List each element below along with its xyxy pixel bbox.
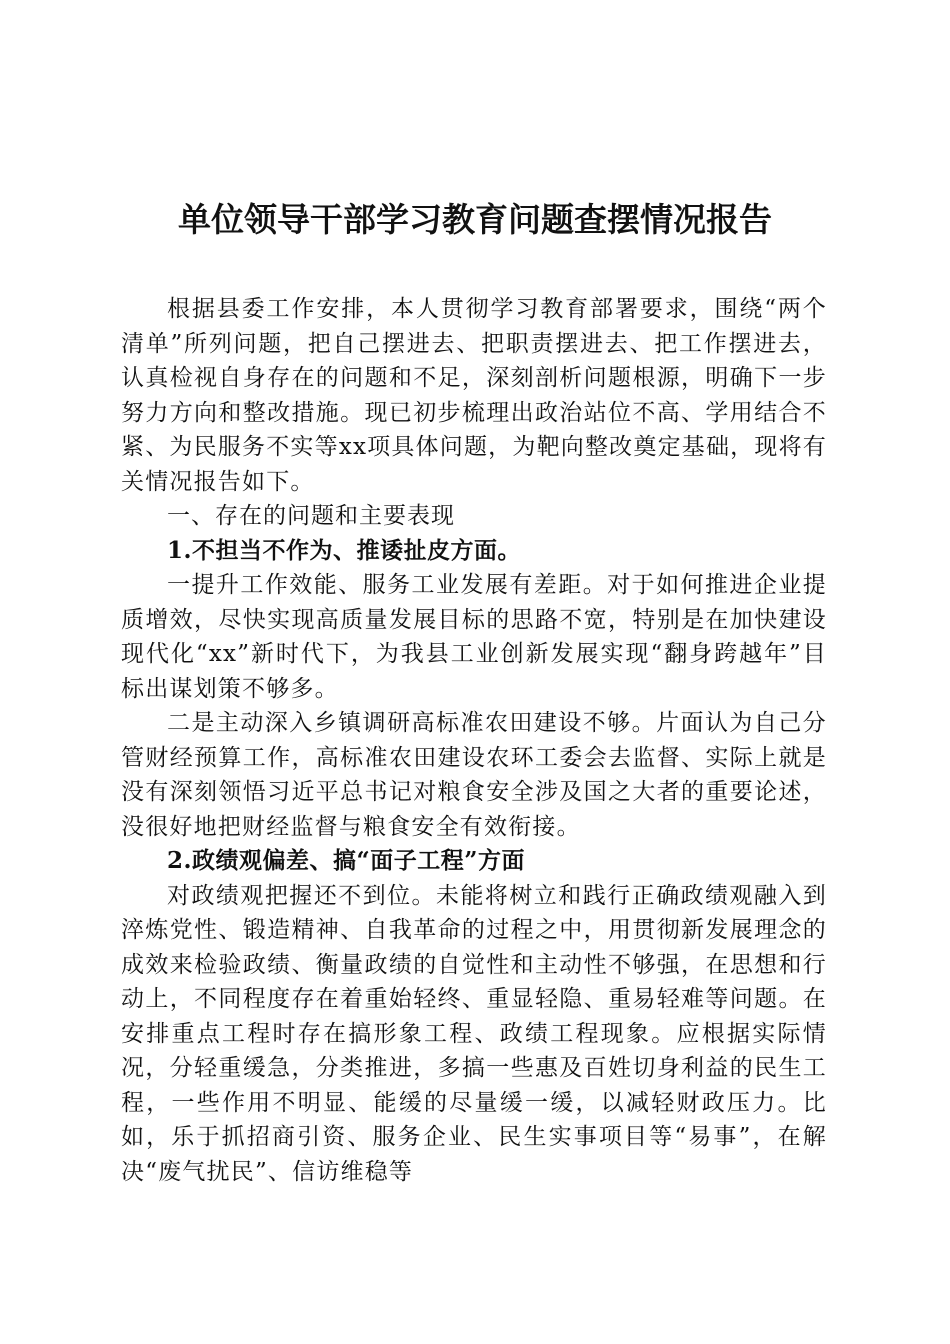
subsection-heading-2: 2.政绩观偏差、搞“面子工程”方面 — [167, 847, 525, 874]
intro-paragraph: 根据县委工作安排，本人贯彻学习教育部署要求，围绕“两个清单”所列问题，把自己摆进去、把职责摆进去、把工作摆进去，认真检视自身存在的问题和不足，深刻剖析问题根源，明确下一步努力方向和整改措施。现已初步梳理出政治站位不高、学用结合不紧、为民服务不实等xx项具体问题，为靶向整改奠定基础，现将有关情况报告如下。 — [121, 296, 827, 495]
document-body — [121, 292, 827, 1189]
paragraph-performance-view: 对政绩观把握还不到位。未能将树立和践行正确政绩观融入到淬炼党性、锻造精神、自我革命的过程之中，用贯彻新发展理念的成效来检验政绩、衡量政绩的自觉性和主动性不够强，在思想和行动上，不同程度存在着重始轻终、重显轻隐、重易轻难等问题。在安排重点工程时存在搞形象工程、政绩工程现象。应根据实际情况，分轻重缓急，分类推进，多搞一些惠及百姓切身利益的民生工程，一些作用不明显、能缓的尽量缓一缓，以减轻财政压力。比如，乐于抓招商引资、服务企业、民生实事项目等“易事”，在解决“废气扰民”、信访维稳等 — [121, 882, 827, 1185]
paragraph-farmland-research: 二是主动深入乡镇调研高标准农田建设不够。片面认为自己分管财经预算工作，高标准农田建设农环工委会去监督、实际上就是没有深刻领悟习近平总书记对粮食安全涉及国之大者的重要论述，没很好地把财经监督与粮食安全有效衔接。 — [121, 710, 827, 840]
document-title: 单位领导干部学习教育问题查摆情况报告 — [178, 200, 772, 239]
section-heading-problems: 一、存在的问题和主要表现 — [167, 503, 455, 529]
subsection-heading-1: 1.不担当不作为、推诿扯皮方面。 — [167, 536, 522, 564]
paragraph-industry-efficiency: 一提升工作效能、服务工业发展有差距。对于如何推进企业提质增效，尽快实现高质量发展目标的思路不宽，特别是在加快建设现代化“xx”新时代下，为我县工业创新发展实现“翻身跨越年”目标出谋划策不够多。 — [121, 572, 827, 702]
